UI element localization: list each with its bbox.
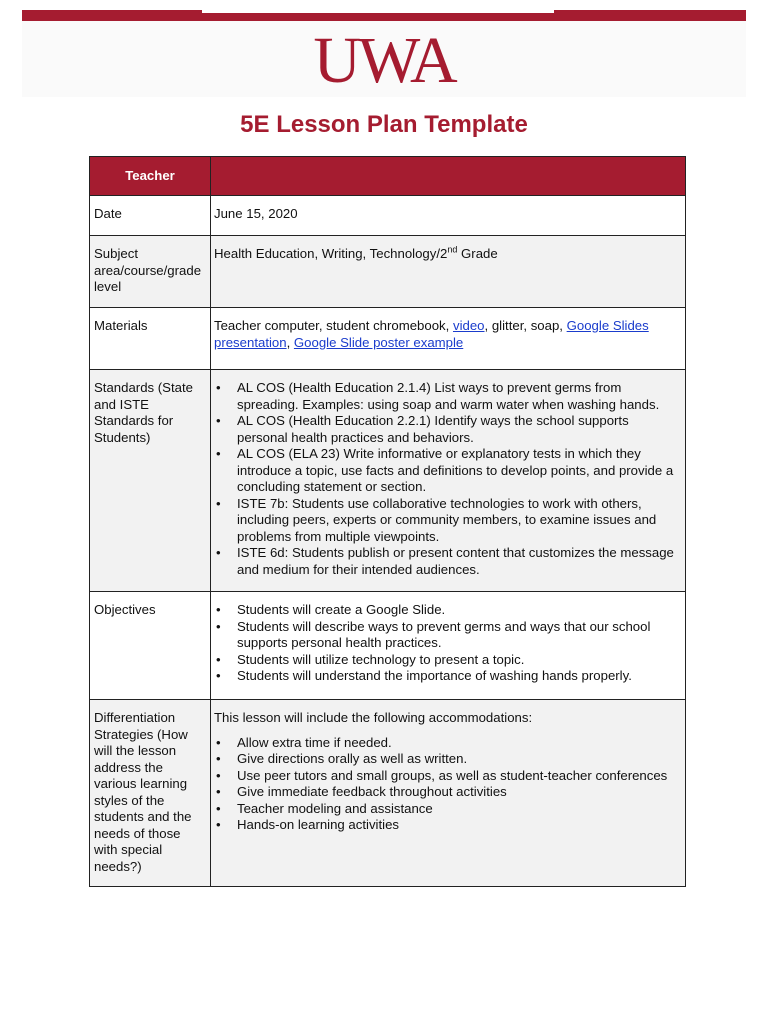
date-value: June 15, 2020 xyxy=(211,196,686,236)
subject-value-tail: Grade xyxy=(457,246,498,261)
differentiation-item: • Allow extra time if needed. xyxy=(214,735,677,752)
teacher-value[interactable] xyxy=(211,157,686,196)
standards-item: • AL COS (Health Education 2.1.4) List ways to prevent germs from spreading. Examples: using soap and warm water when washing hands. xyxy=(214,380,677,413)
subject-row xyxy=(90,236,686,308)
materials-text-1: Teacher computer, student chromebook, xyxy=(214,318,453,333)
page-title: 5E Lesson Plan Template xyxy=(240,111,528,138)
materials-label: Materials xyxy=(90,308,211,370)
differentiation-row xyxy=(90,700,686,887)
date-label: Date xyxy=(90,196,211,236)
lesson-plan-table xyxy=(89,156,686,887)
materials-row xyxy=(90,308,686,370)
differentiation-item: • Teacher modeling and assistance xyxy=(214,801,677,818)
subject-value xyxy=(211,236,686,308)
teacher-row xyxy=(90,157,686,196)
uwa-logo: UWA xyxy=(313,24,455,97)
teacher-label: Teacher xyxy=(90,157,211,196)
objectives-item: • Students will describe ways to prevent germs and ways that our school supports personal health practices. xyxy=(214,619,677,652)
objectives-list xyxy=(214,602,677,685)
differentiation-item: • Use peer tutors and small groups, as well as student-teacher conferences xyxy=(214,768,677,785)
standards-row xyxy=(90,370,686,592)
differentiation-item: • Hands-on learning activities xyxy=(214,817,677,834)
differentiation-intro: This lesson will include the following accommodations: xyxy=(214,710,533,725)
differentiation-label: Differentiation Strategies (How will the lesson address the various learning styles of the students and the needs of those with special needs?) xyxy=(90,700,211,887)
standards-item: • AL COS (ELA 23) Write informative or explanatory tests in which they introduce a topic, use facts and definitions to develop points, and provide a concluding statement or section. xyxy=(214,446,677,496)
objectives-item: • Students will understand the importance of washing hands properly. xyxy=(214,668,677,685)
standards-item: • AL COS (Health Education 2.2.1) Identify ways the school supports personal health practices and behaviors. xyxy=(214,413,677,446)
differentiation-item: • Give directions orally as well as written. xyxy=(214,751,677,768)
materials-text-3: , xyxy=(286,334,294,350)
standards-item: • ISTE 7b: Students use collaborative technologies to work with others, including peers, experts or community members, to examine issues and problems from multiple viewpoints. xyxy=(214,496,677,546)
objectives-row xyxy=(90,592,686,700)
differentiation-value xyxy=(211,700,686,887)
video-link[interactable]: video xyxy=(452,318,485,333)
standards-value xyxy=(211,370,686,592)
objectives-item: • Students will create a Google Slide. xyxy=(214,602,677,619)
standards-list xyxy=(214,380,677,578)
differentiation-item: • Give immediate feedback throughout activities xyxy=(214,784,677,801)
top-accent-gap xyxy=(202,10,554,13)
standards-label: Standards (State and ISTE Standards for Students) xyxy=(90,370,211,592)
date-row xyxy=(90,196,686,236)
objectives-label: Objectives xyxy=(90,592,211,700)
objectives-value xyxy=(211,592,686,700)
differentiation-list xyxy=(214,735,677,834)
standards-item: • ISTE 6d: Students publish or present content that customizes the message and medium for their intended audiences. xyxy=(214,545,677,578)
subject-value-sup: nd xyxy=(447,244,458,255)
google-slide-poster-link[interactable]: Google Slide poster example xyxy=(293,334,464,350)
objectives-item: • Students will utilize technology to present a topic. xyxy=(214,652,677,669)
google-slides-presentation-link[interactable]: Google Slides presentation xyxy=(214,318,649,350)
subject-label: Subject area/course/grade level xyxy=(90,236,211,308)
subject-value-text: Health Education, Writing, Technology/2 xyxy=(214,246,448,261)
materials-value xyxy=(211,308,686,370)
materials-text-2: , glitter, soap, xyxy=(484,318,567,333)
